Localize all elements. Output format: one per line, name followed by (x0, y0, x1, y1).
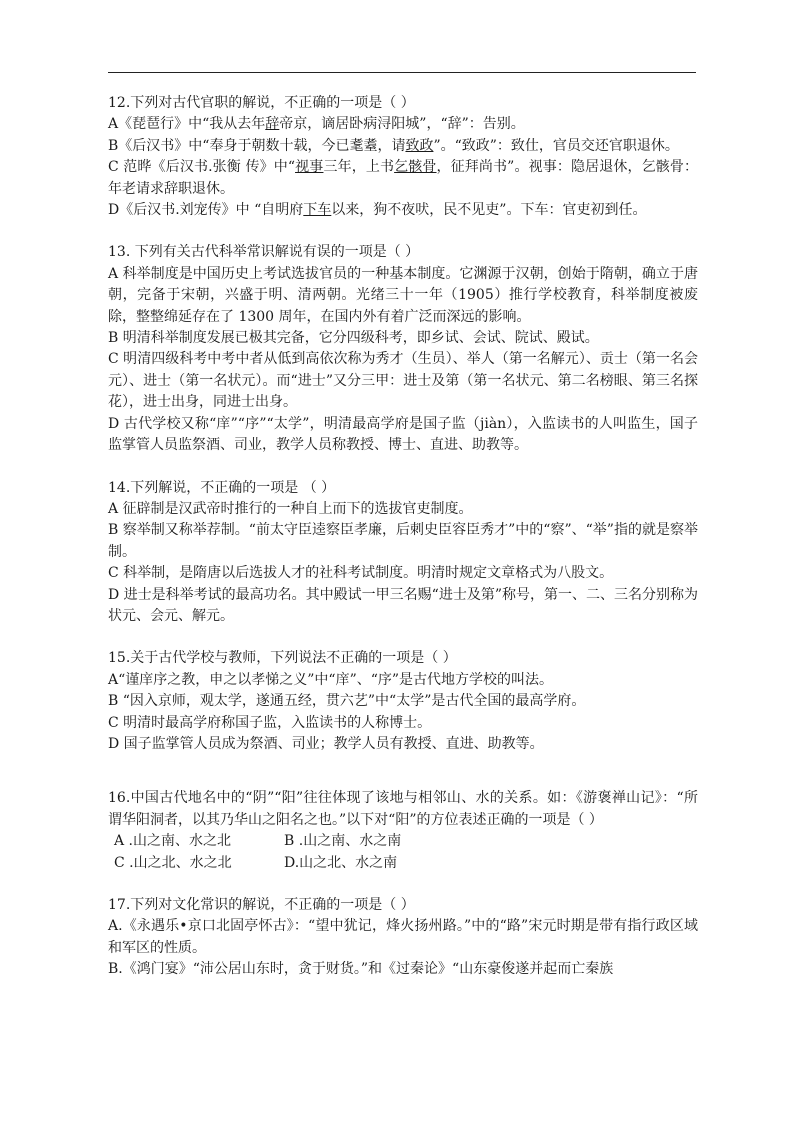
question-15-option-d: D 国子监掌管人员成为祭酒、司业；教学人员有教授、直进、助教等。 (108, 735, 544, 752)
question-15-option-b: B “因入京师，观太学，遂通五经，贯六艺”中“太学”是古代全国的最高学府。 (108, 693, 586, 710)
question-17-option-b: B.《鸿门宴》“沛公居山东时，贪于财货。”和《过秦论》“山东豪俊遂并起而亡秦族 (108, 961, 614, 978)
question-14-option-b: B 察举制又称举荐制。“前太守臣逵察臣孝廉，后刺史臣容臣秀才”中的“察”、“举”指的就是察举制。 (108, 522, 698, 560)
question-17-stem: 17.下列对文化常识的解说，不正确的一项是（ ） (108, 897, 415, 913)
question-13-option-b: B 明清科举制度发展已极其完备，它分四级科考，即乡试、会试、院试、殿试。 (108, 330, 599, 347)
question-15-option-a: A“谨庠序之教，申之以孝悌之义”中“庠”、“序”是古代地方学校的叫法。 (108, 671, 554, 688)
question-13-stem: 13. 下列有关古代科举常识解说有误的一项是（ ） (108, 244, 420, 261)
document-body (108, 93, 698, 1002)
question-12-option-a: A《琵琶行》中“我从去年辞帝京，谪居卧病浔阳城”，“辞”：告别。 (108, 116, 525, 133)
question-12-option-b: B《后汉书》中“奉身于朝数十载，今已耄耋，请致政”。“致政”：致仕，官员交还官职退休。 (108, 137, 679, 154)
question-16-option-c: C .山之北、水之北 (114, 854, 232, 871)
question-16-options-row-2 (108, 853, 698, 874)
question-13-option-c: C 明清四级科考中考中者从低到高依次称为秀才（生员）、举人（第一名解元）、贡士（第一名会元）、进士（第一名状元）。而“进士”又分三甲：进士及第（第一名状元、第二名榜眼、第三名探花），进士出身，同进士出身。 (108, 351, 698, 411)
question-17 (108, 895, 698, 981)
question-16-option-b: B .山之南、水之南 (284, 833, 402, 850)
question-12-option-c: C 范晔《后汉书.张衡 传》中“视事三年，上书乞骸骨，征拜尚书”。视事：隐居退休，乞骸骨：年老请求辞职退休。 (108, 159, 699, 197)
question-17-option-a: A.《永遇乐•京口北固亭怀古》：“望中犹记，烽火扬州路。”中的“路”宋元时期是带有指行政区域和军区的性质。 (108, 918, 698, 956)
question-12-stem: 12.下列对古代官职的解说，不正确的一项是（ ） (108, 95, 415, 111)
question-15 (108, 648, 698, 755)
header-rule (108, 72, 696, 73)
question-15-option-c: C 明清时最高学府称国子监，入监读书的人称博士。 (108, 714, 432, 731)
question-16 (108, 788, 698, 874)
question-14-stem: 14.下列解说，不正确的一项是 （ ） (108, 479, 336, 496)
question-13-option-a: A 科举制度是中国历史上考试选拔官员的一种基本制度。它渊源于汉朝，创始于隋朝，确立于唐朝，完备于宋朝，兴盛于明、清两朝。光绪三十一年（1905）推行学校教育，科举制度被废除，整整绵延存在了 1300 周年，在国内外有着广泛而深远的影响。 (108, 265, 698, 325)
question-16-stem: 16.中国古代地名中的“阴”“阳”往往体现了该地与相邻山、水的关系。如：《游褒禅山记》：“所谓华阳洞者，以其乃华山之阳名之也。”以下对“阳”的方位表述正确的一项是（ ） (108, 790, 698, 828)
question-14 (108, 478, 698, 628)
question-14-option-c: C 科举制，是隋唐以后选拔人才的社科考试制度。明清时规定文章格式为八股文。 (108, 565, 614, 582)
question-12-option-d: D《后汉书.刘宠传》中 “自明府下车以来，狗不夜吠，民不见吏”。下车：官吏初到任。 (108, 202, 647, 219)
question-14-option-a: A 征辟制是汉武帝时推行的一种自上而下的选拔官吏制度。 (108, 500, 473, 517)
question-13 (108, 242, 698, 456)
question-16-option-d: D.山之北、水之南 (284, 854, 398, 871)
question-14-option-d: D 进士是科举考试的最高功名。其中殿试一甲三名赐“进士及第”称号，第一、二、三名分别称为状元、会元、解元。 (108, 586, 698, 624)
question-13-option-d: D 古代学校又称“庠”“序”“太学”，明清最高学府是国子监（jiàn），入监读书的人叫监生，国子监掌管人员监祭酒、司业，教学人员称教授、博士、直进、助教等。 (108, 415, 698, 454)
question-15-stem: 15.关于古代学校与教师，下列说法不正确的一项是（ ） (108, 650, 457, 667)
question-16-option-a: A .山之南、水之北 (114, 833, 232, 850)
question-12 (108, 93, 698, 221)
question-16-options-row-1 (108, 831, 698, 852)
